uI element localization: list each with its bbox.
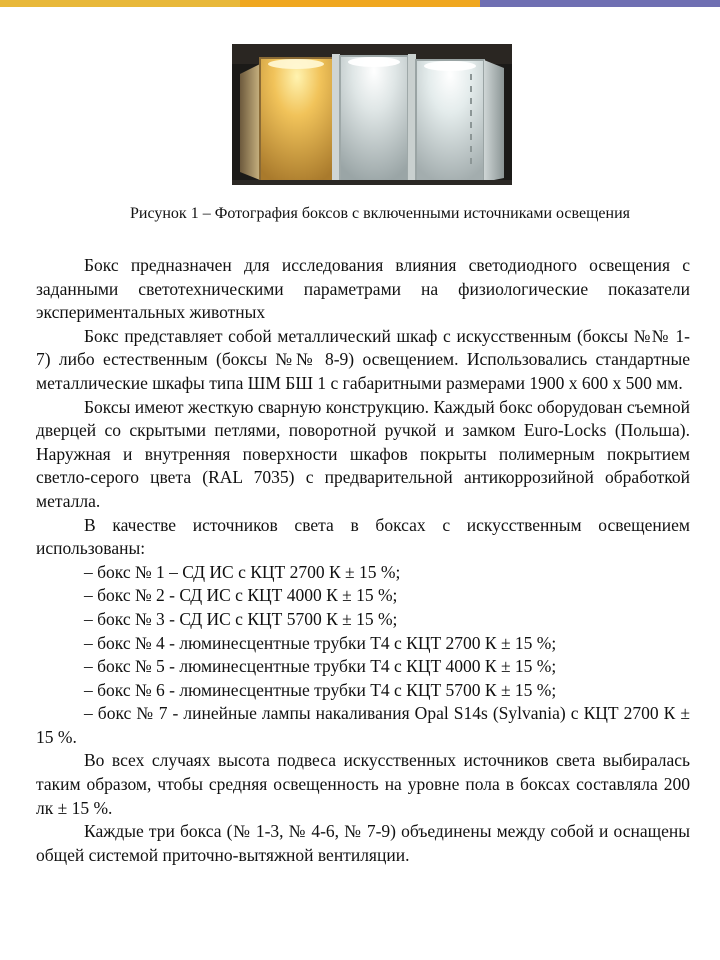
- list-item-box-5: – бокс № 5 - люминесцентные трубки Т4 с КЦТ 4000 К ± 15 %;: [84, 656, 557, 677]
- figure-caption: Рисунок 1 – Фотография боксов с включенными источниками освещения: [130, 205, 630, 222]
- paragraph-description: Бокс представляет собой металлический шкаф с искусственным (боксы №№ 1-7) либо естественным (боксы №№ 8-9) освещением. Использовались стандартные металлические шкафы типа ШМ БШ 1 с габаритными размерами 1900 х 600 х 500 мм.: [36, 325, 690, 393]
- list-item-box-3: – бокс № 3 - СД ИС с КЦТ 5700 К ± 15 %;: [84, 608, 398, 629]
- accent-segment-orange: [240, 0, 480, 7]
- body-text: [36, 254, 690, 867]
- list-item-box-2: – бокс № 2 - СД ИС с КЦТ 4000 К ± 15 %;: [84, 585, 398, 606]
- accent-segment-purple: [480, 0, 720, 7]
- boxes-photo: [232, 44, 512, 185]
- paragraph-purpose: Бокс предназначен для исследования влияния светодиодного освещения с заданными светотехническими параметрами на физиологические показатели экспериментальных животных: [36, 255, 690, 323]
- list-item-box-6: – бокс № 6 - люминесцентные трубки Т4 с КЦТ 5700 К ± 15 %;: [84, 679, 557, 700]
- paragraph-construction: Боксы имеют жесткую сварную конструкцию. Каждый бокс оборудован съемной дверцей со скрытыми петлями, поворотной ручкой и замком Euro-Locks (Польша). Наружная и внутренняя поверхности шкафов покрыты полимерным покрытием светло-серого цвета (RAL 7035) с предварительной антикоррозийной обработкой металла.: [36, 396, 690, 511]
- list-item-box-7: – бокс № 7 - линейные лампы накаливания Opal S14s (Sylvania) с КЦТ 2700 К ± 15 %.: [36, 703, 690, 747]
- list-item-box-1: – бокс № 1 – СД ИС с КЦТ 2700 К ± 15 %;: [84, 561, 401, 582]
- paragraph-ventilation: Каждые три бокса (№ 1-3, № 4-6, № 7-9) объединены между собой и оснащены общей системой приточно-вытяжной вентиляции.: [36, 821, 690, 865]
- accent-segment-gold: [0, 0, 240, 7]
- paragraph-light-sources: В качестве источников света в боксах с искусственным освещением использованы:: [36, 514, 690, 559]
- paragraph-illuminance: Во всех случаях высота подвеса искусственных источников света выбиралась таким образом, чтобы средняя освещенность на уровне пола в боксах составляла 200 лк ± 15 %.: [36, 750, 690, 818]
- list-item-box-4: – бокс № 4 - люминесцентные трубки Т4 с КЦТ 2700 К ± 15 %;: [84, 632, 557, 653]
- top-accent-bar: [0, 0, 720, 7]
